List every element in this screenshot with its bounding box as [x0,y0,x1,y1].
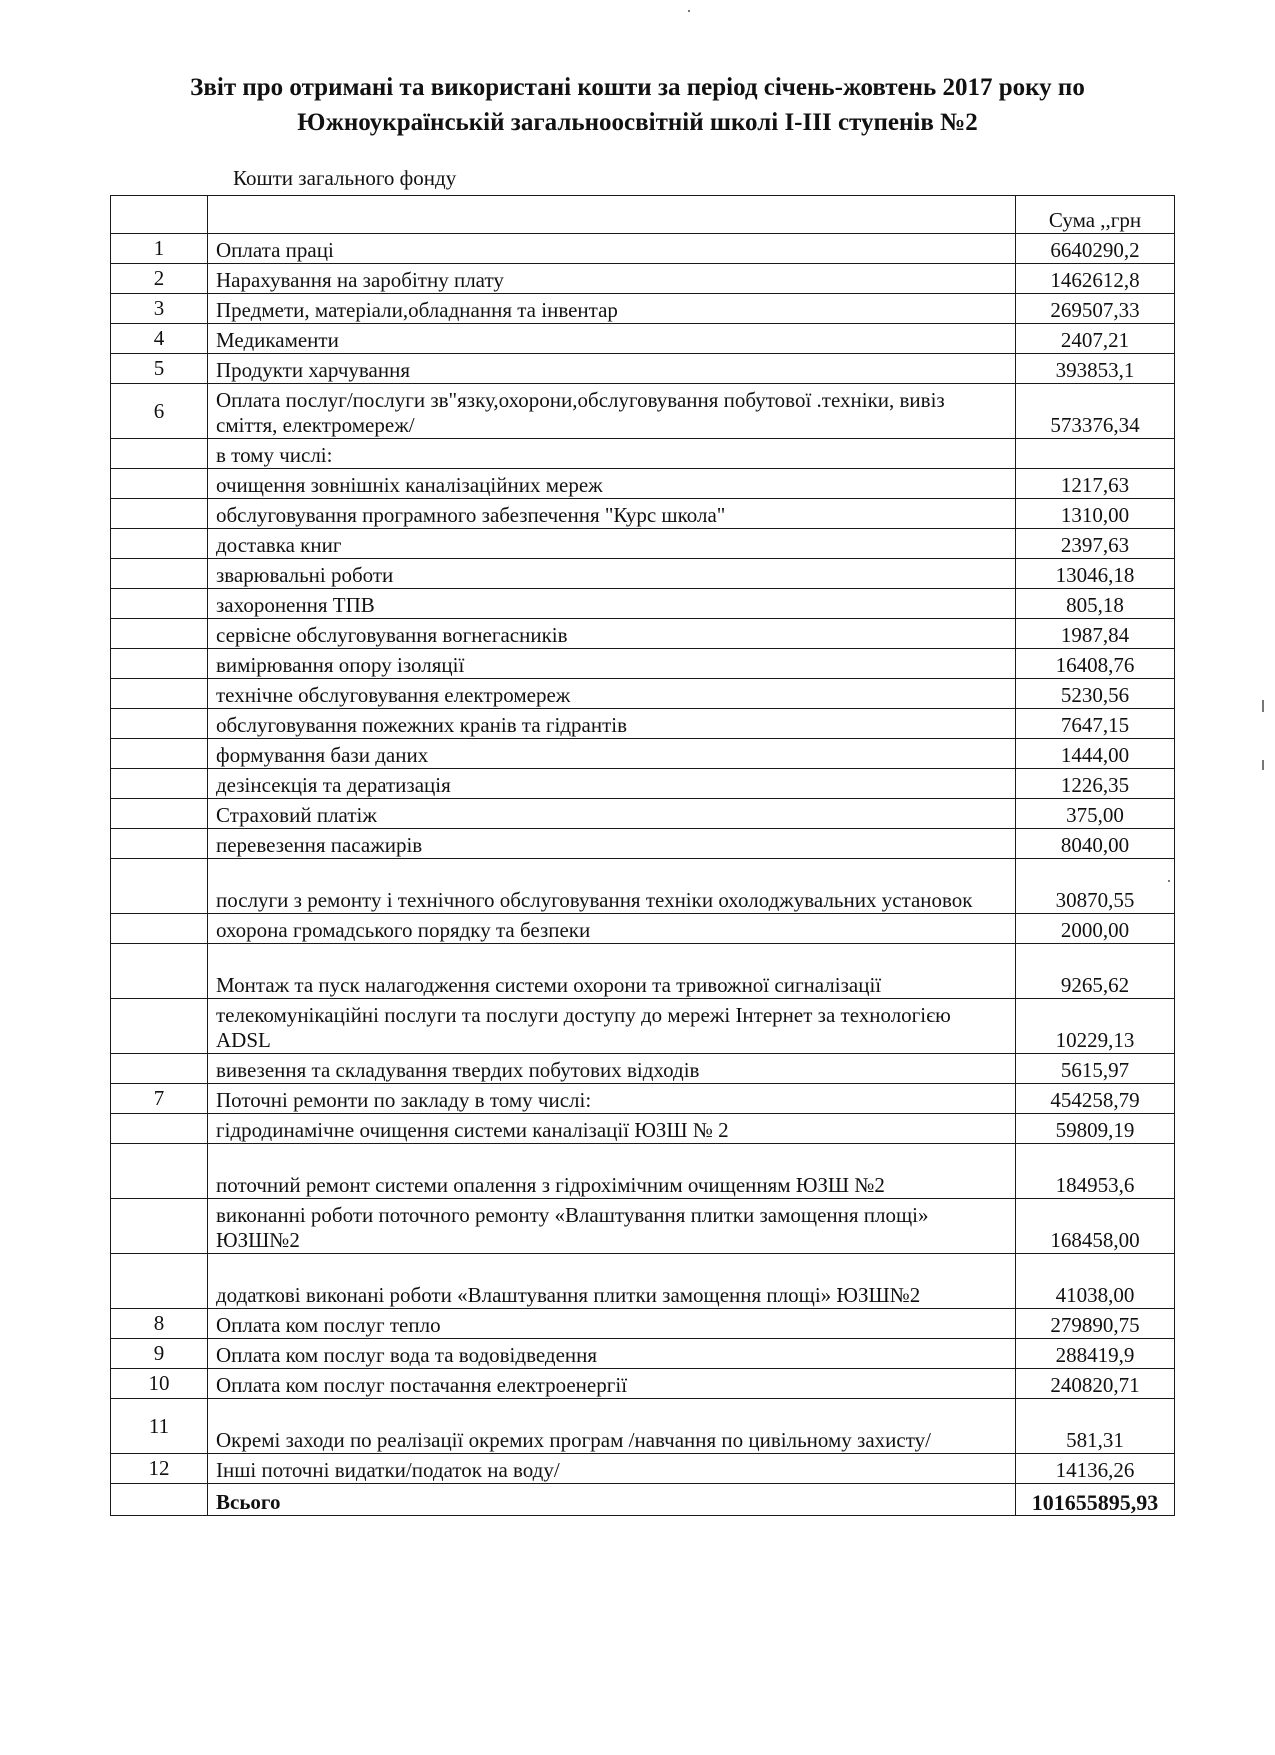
row-name-cell: захоронення ТПВ [208,589,1016,619]
table-row [111,709,1175,739]
table-row [111,739,1175,769]
row-name-cell: послуги з ремонту і технічного обслуговування техніки охолоджувальних установок [208,859,1016,914]
row-number-cell [111,1114,208,1144]
expense-table-body [111,196,1175,1516]
table-row [111,234,1175,264]
table-row [111,799,1175,829]
row-name-cell: Продукти харчування [208,354,1016,384]
table-row [111,1199,1175,1254]
row-amount-cell: 1310,00 [1016,499,1175,529]
row-amount-cell: 1226,35 [1016,769,1175,799]
row-number-cell [111,829,208,859]
table-row [111,529,1175,559]
table-row [111,859,1175,914]
table-row [111,384,1175,439]
row-name-cell: Страховий платіж [208,799,1016,829]
row-name-cell: Оплата ком послуг вода та водовідведення [208,1339,1016,1369]
table-row [111,354,1175,384]
row-number-cell [111,469,208,499]
row-name-cell: Інші поточні видатки/податок на воду/ [208,1454,1016,1484]
row-amount-cell: 8040,00 [1016,829,1175,859]
row-name-cell: технічне обслуговування електромереж [208,679,1016,709]
row-amount-cell: 30870,55 [1016,859,1175,914]
total-amount-cell: 101655895,93 [1016,1484,1175,1516]
row-number-cell [111,769,208,799]
row-amount-cell: 393853,1 [1016,354,1175,384]
row-amount-cell: 805,18 [1016,589,1175,619]
scan-speck [1262,700,1264,712]
row-amount-cell: 279890,75 [1016,1309,1175,1339]
row-amount-cell: 7647,15 [1016,709,1175,739]
row-number-cell: 5 [111,354,208,384]
row-amount-cell: 2000,00 [1016,914,1175,944]
row-name-cell: Оплата ком послуг постачання електроенергії [208,1369,1016,1399]
table-row [111,324,1175,354]
table-row [111,469,1175,499]
row-number-cell [111,649,208,679]
row-name-cell: доставка книг [208,529,1016,559]
row-name-cell: виконанні роботи поточного ремонту «Влаштування плитки замощення площі» ЮЗШ№2 [208,1199,1016,1254]
table-row [111,829,1175,859]
table-row [111,769,1175,799]
table-row [111,619,1175,649]
row-number-cell: 3 [111,294,208,324]
row-amount-cell [1016,439,1175,469]
row-number-cell [111,799,208,829]
row-number-cell [111,439,208,469]
row-name-cell: Окремі заходи по реалізації окремих програм /навчання по цивільному захисту/ [208,1399,1016,1454]
row-number-cell [111,1199,208,1254]
table-row [111,1399,1175,1454]
total-row [111,1484,1175,1516]
row-amount-cell: 2397,63 [1016,529,1175,559]
table-row [111,1369,1175,1399]
row-name-cell: Поточні ремонти по закладу в тому числі: [208,1084,1016,1114]
row-amount-cell: 1462612,8 [1016,264,1175,294]
row-amount-cell: 59809,19 [1016,1114,1175,1144]
table-row [111,499,1175,529]
row-number-cell: 7 [111,1084,208,1114]
row-number-cell [111,1144,208,1199]
table-row [111,1339,1175,1369]
row-number-cell [111,1254,208,1309]
row-number-cell [111,589,208,619]
row-number-cell [111,529,208,559]
row-name-cell: охорона громадського порядку та безпеки [208,914,1016,944]
table-header-row [111,196,1175,234]
row-name-cell: в тому числі: [208,439,1016,469]
row-amount-cell: 184953,6 [1016,1144,1175,1199]
row-amount-cell: 1444,00 [1016,739,1175,769]
row-number-cell: 4 [111,324,208,354]
row-name-cell: формування бази даних [208,739,1016,769]
row-name-cell: вивезення та складування твердих побутових відходів [208,1054,1016,1084]
row-name-cell: вимірювання опору ізоляції [208,649,1016,679]
row-name-cell: зварювальні роботи [208,559,1016,589]
row-amount-cell: 2407,21 [1016,324,1175,354]
row-number-cell: 1 [111,234,208,264]
row-amount-cell: 1217,63 [1016,469,1175,499]
table-row [111,1084,1175,1114]
row-name-cell: поточний ремонт системи опалення з гідрохімічним очищенням ЮЗШ №2 [208,1144,1016,1199]
table-row [111,1309,1175,1339]
row-amount-cell: 375,00 [1016,799,1175,829]
row-amount-cell: 454258,79 [1016,1084,1175,1114]
row-name-cell: Оплата послуг/послуги зв"язку,охорони,обслуговування побутової .техніки, вивіз сміття, електромереж/ [208,384,1016,439]
table-row [111,914,1175,944]
row-number-cell [111,499,208,529]
row-number-cell: 12 [111,1454,208,1484]
row-number-cell: 6 [111,384,208,439]
table-row [111,679,1175,709]
expense-table [110,195,1175,1516]
row-name-cell: очищення зовнішніх каналізаційних мереж [208,469,1016,499]
row-amount-cell: 14136,26 [1016,1454,1175,1484]
row-name-cell: сервісне обслуговування вогнегасників [208,619,1016,649]
report-title-line-2: Южноукраїнській загальноосвітній школі І-ІІІ ступенів №2 [297,109,978,136]
table-row [111,1054,1175,1084]
row-number-cell [111,859,208,914]
row-number-cell [111,619,208,649]
row-amount-cell: 41038,00 [1016,1254,1175,1309]
report-title-line-1: Звіт про отримані та використані кошти за період січень-жовтень 2017 року по [190,74,1085,101]
row-number-cell [111,1054,208,1084]
table-row [111,1144,1175,1199]
row-number-cell [111,914,208,944]
fund-subtitle: Кошти загального фонду [233,166,457,190]
row-amount-cell: 13046,18 [1016,559,1175,589]
row-amount-cell: 240820,71 [1016,1369,1175,1399]
table-row [111,1454,1175,1484]
row-number-cell: 10 [111,1369,208,1399]
total-label-cell: Всього [208,1484,1016,1516]
table-row [111,1114,1175,1144]
row-amount-cell: 10229,13 [1016,999,1175,1054]
scan-speck [1168,880,1170,882]
row-number-cell [111,739,208,769]
table-row [111,294,1175,324]
row-number-cell: 11 [111,1399,208,1454]
row-amount-cell: 5230,56 [1016,679,1175,709]
row-name-cell: Монтаж та пуск налагодження системи охорони та тривожної сигналізації [208,944,1016,999]
row-amount-cell: 6640290,2 [1016,234,1175,264]
report-title [0,70,1275,140]
table-row [111,944,1175,999]
header-amount-cell: Сума ,,грн [1016,196,1175,234]
table-row [111,649,1175,679]
row-name-cell: Нарахування на заробітну плату [208,264,1016,294]
table-row [111,559,1175,589]
row-amount-cell: 573376,34 [1016,384,1175,439]
table-row [111,1254,1175,1309]
scan-speck [688,10,690,12]
row-number-cell [111,559,208,589]
row-name-cell: Оплата ком послуг тепло [208,1309,1016,1339]
total-num-cell [111,1484,208,1516]
row-number-cell [111,679,208,709]
row-name-cell: Оплата праці [208,234,1016,264]
row-amount-cell: 269507,33 [1016,294,1175,324]
row-number-cell [111,944,208,999]
row-amount-cell: 16408,76 [1016,649,1175,679]
scan-speck [1262,760,1264,770]
row-name-cell: обслуговування пожежних кранів та гідрантів [208,709,1016,739]
row-amount-cell: 168458,00 [1016,1199,1175,1254]
row-name-cell: Медикаменти [208,324,1016,354]
row-amount-cell: 581,31 [1016,1399,1175,1454]
row-name-cell: Предмети, матеріали,обладнання та інвентар [208,294,1016,324]
header-num-cell [111,196,208,234]
row-number-cell [111,709,208,739]
row-amount-cell: 5615,97 [1016,1054,1175,1084]
row-amount-cell: 9265,62 [1016,944,1175,999]
row-name-cell: гідродинамічне очищення системи каналізації ЮЗШ № 2 [208,1114,1016,1144]
row-number-cell [111,999,208,1054]
table-row [111,589,1175,619]
row-name-cell: телекомунікаційні послуги та послуги доступу до мережі Інтернет за технологією ADSL [208,999,1016,1054]
row-amount-cell: 288419,9 [1016,1339,1175,1369]
row-name-cell: додаткові виконані роботи «Влаштування плитки замощення площі» ЮЗШ№2 [208,1254,1016,1309]
row-name-cell: обслуговування програмного забезпечення "Курс школа" [208,499,1016,529]
table-row [111,439,1175,469]
row-number-cell: 2 [111,264,208,294]
row-number-cell: 9 [111,1339,208,1369]
header-name-cell [208,196,1016,234]
row-name-cell: дезінсекція та дератизація [208,769,1016,799]
row-amount-cell: 1987,84 [1016,619,1175,649]
row-number-cell: 8 [111,1309,208,1339]
table-row [111,999,1175,1054]
row-name-cell: перевезення пасажирів [208,829,1016,859]
table-row [111,264,1175,294]
